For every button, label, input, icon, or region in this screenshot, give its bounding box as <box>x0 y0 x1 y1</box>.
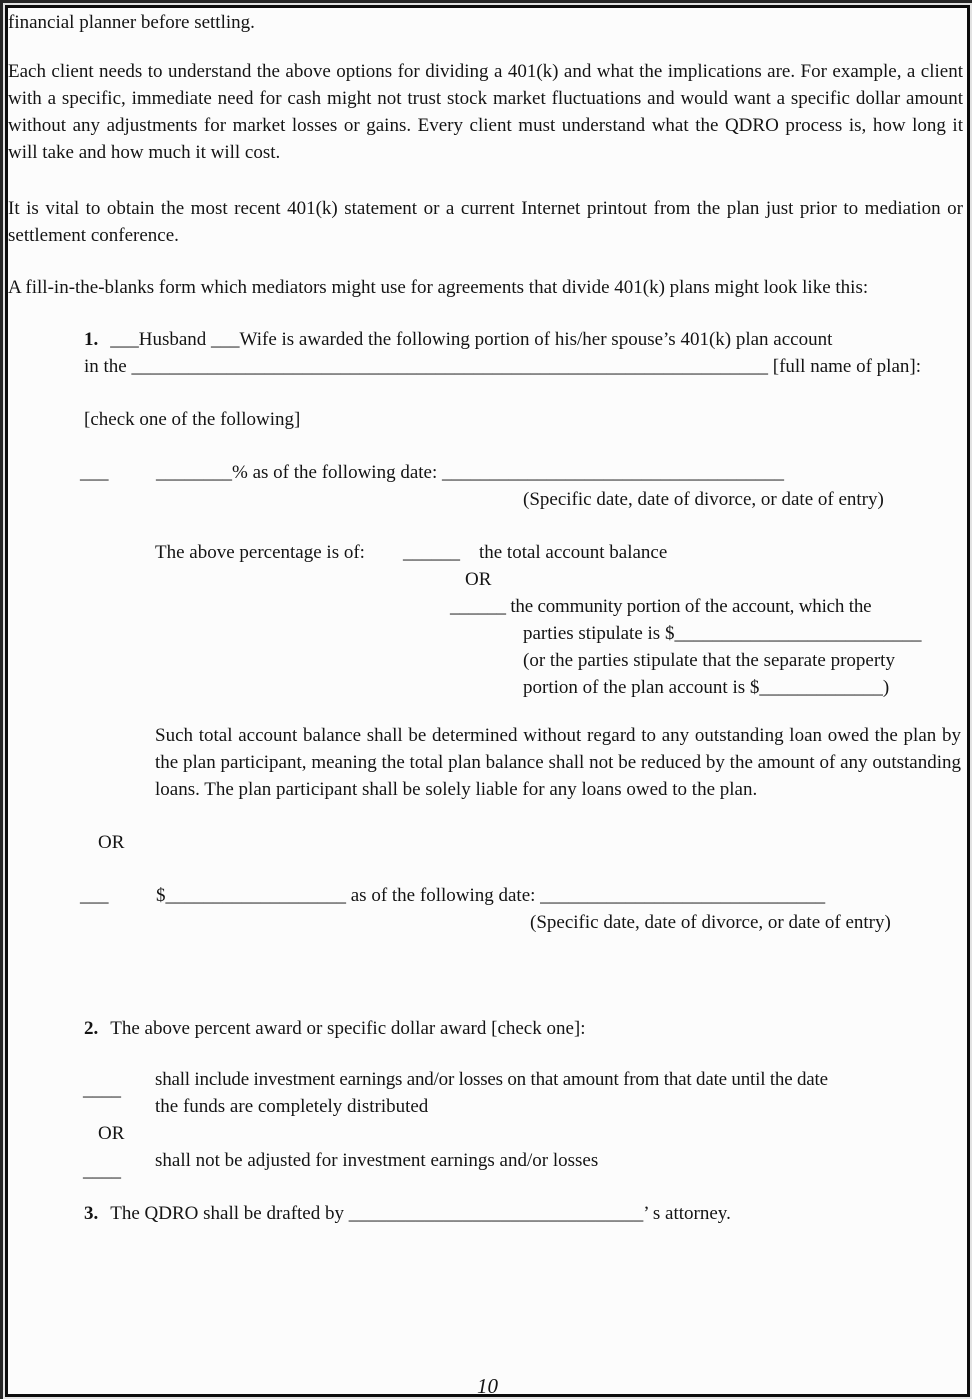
dollar-option-line: ___ $___________________ as of the following date: ______________________________ <box>80 885 826 906</box>
earnings-option-1-blank: ____ <box>83 1079 121 1100</box>
paragraph-intro-tail: financial planner before settling. <box>8 12 255 33</box>
page-number: 10 <box>477 1374 498 1398</box>
form-item-3 <box>84 1200 961 1227</box>
or-divider-1: OR <box>98 832 125 853</box>
separate-property-line-1: (or the parties stipulate that the separate property <box>523 650 895 671</box>
page-content <box>8 8 967 1398</box>
percentage-of-line: The above percentage is of: ______ the total account balance <box>155 542 668 563</box>
paragraph-vital-statement: It is vital to obtain the most recent 401(k) statement or a current Internet printout from the plan just prior to mediation or settlement conference. <box>8 198 963 246</box>
separate-property-line-2: portion of the plan account is $_____________) <box>523 677 890 698</box>
or-divider-2: OR <box>98 1123 125 1144</box>
stipulate-amount-line: parties stipulate is $__________________________ <box>523 623 922 644</box>
paragraph-fill-in-form: A fill-in-the-blanks form which mediators might use for agreements that divide 401(k) plans might look like this: <box>8 277 869 298</box>
loan-disclaimer-paragraph: Such total account balance shall be determined without regard to any outstanding loan owed the plan by the plan participant, meaning the total plan balance shall not be reduced by the amount of any outstanding loans. The plan participant shall be solely liable for any loans owed to the plan. <box>155 725 961 800</box>
earnings-option-1-line-2: the funds are completely distributed <box>155 1096 429 1117</box>
item-3-text: The QDRO shall be drafted by _______________________________’ s attorney. <box>110 1203 731 1224</box>
item-1-text-line-1: ___Husband ___Wife is awarded the following portion of his/her spouse’s 401(k) plan account <box>110 329 833 350</box>
form-item-1-line-1 <box>84 326 961 353</box>
date-caption-2: (Specific date, date of divorce, or date of entry) <box>530 912 891 933</box>
earnings-option-1-text <box>155 1066 828 1120</box>
item-1-number: 1. <box>84 329 99 350</box>
document-page <box>5 5 970 1397</box>
date-caption-1: (Specific date, date of divorce, or date of entry) <box>523 489 884 510</box>
community-portion-line: ______ the community portion of the account, which the <box>450 596 872 617</box>
item-3-number: 3. <box>84 1203 99 1224</box>
form-item-1 <box>84 326 961 380</box>
earnings-option-2-blank: ____ <box>83 1160 121 1181</box>
item-2-number: 2. <box>84 1018 99 1039</box>
or-divider-middle: OR <box>465 569 492 590</box>
paragraph-understand-options: Each client needs to understand the above options for dividing a 401(k) and what the implications are. For example, a client with a specific, immediate need for cash might not trust stock market fluctuations and would want a specific dollar amount without any adjustments for market losses or gains. Every client must understand what the QDRO process is, how long it will take and how much it will cost. <box>8 61 963 163</box>
check-one-instruction: [check one of the following] <box>84 409 301 430</box>
form-item-1-line-2: in the ___________________________________________________________________ [full name of plan]: <box>84 356 921 377</box>
earnings-option-1-line-1: shall include investment earnings and/or losses on that amount from that date until the date <box>155 1069 828 1090</box>
percent-option-line: ___ ________% as of the following date: ____________________________________ <box>80 462 785 483</box>
earnings-option-1 <box>83 1066 963 1120</box>
earnings-option-2 <box>83 1147 963 1181</box>
item-2-text: The above percent award or specific dollar award [check one]: <box>110 1018 586 1039</box>
form-item-2 <box>84 1015 961 1042</box>
earnings-option-2-text: shall not be adjusted for investment earnings and/or losses <box>155 1150 599 1171</box>
